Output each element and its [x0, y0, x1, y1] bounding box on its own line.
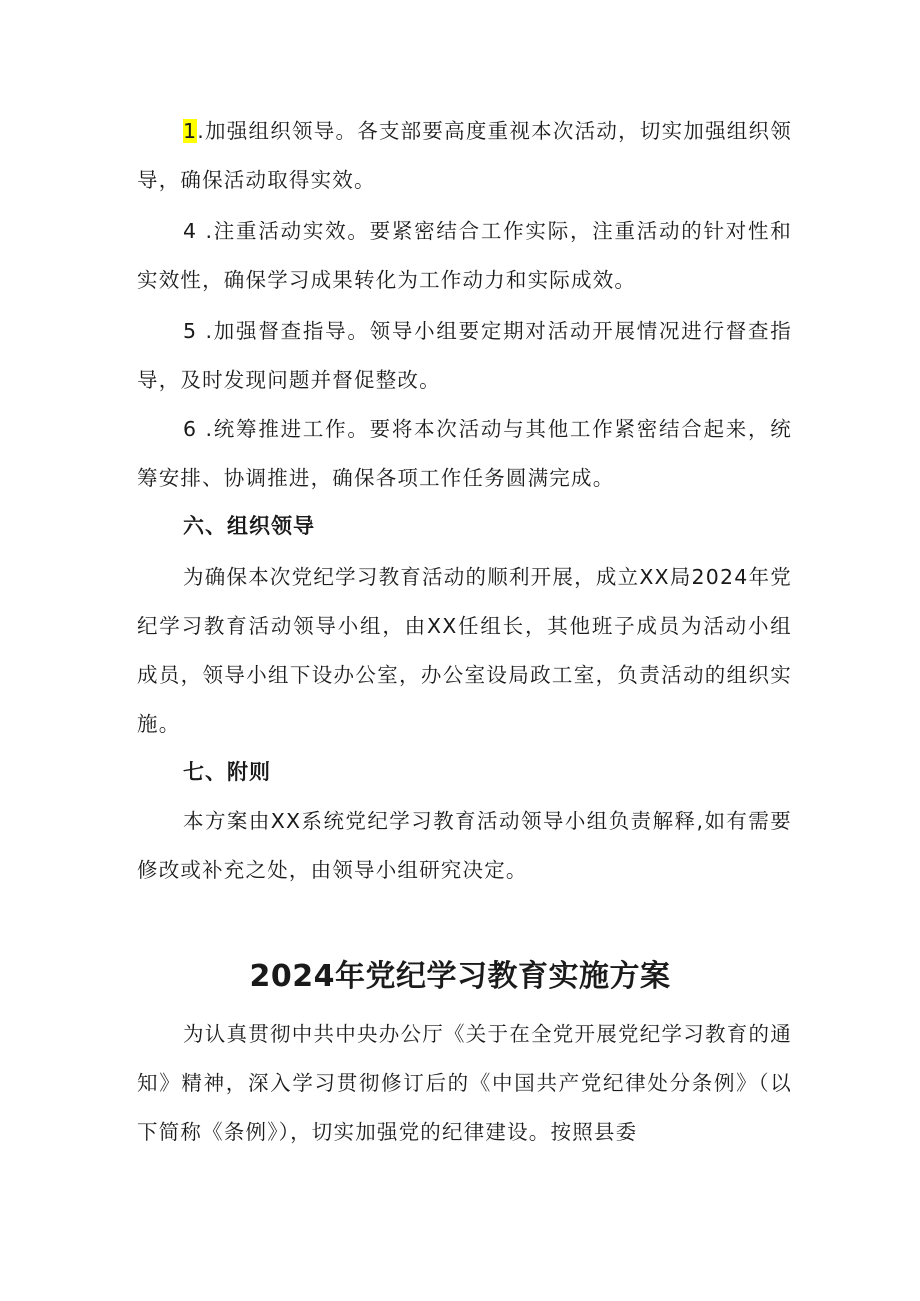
list-item [137, 207, 792, 305]
highlighted-number: 1 [183, 119, 198, 143]
item-number: 6 [183, 417, 198, 441]
section-body-appendix: 本方案由XX系统党纪学习教育活动领导小组负责解释,如有需要修改或补充之处，由领导小组研究决定。 [137, 809, 792, 882]
item-number: 4 [183, 219, 198, 243]
section-heading-organization: 六、组织领导 [183, 514, 315, 538]
intro-paragraph: 为认真贯彻中共中央办公厅《关于在全党开展党纪学习教育的通知》精神，深入学习贯彻修订后的《中国共产党纪律处分条例》（以下简称《条例》），切实加强党的纪律建设。按照县委 [137, 1022, 792, 1144]
item-text: .加强组织领导。各支部要高度重视本次活动，切实加强组织领导，确保活动取得实效。 [137, 119, 792, 192]
list-item [137, 307, 792, 405]
section-body-organization: 为确保本次党纪学习教育活动的顺利开展，成立XX局2024年党纪学习教育活动领导小组，由XX任组长，其他班子成员为活动小组成员，领导小组下设办公室，办公室设局政工室，负责活动的组织实施。 [137, 565, 792, 736]
item-text: .注重活动实效。要紧密结合工作实际，注重活动的针对性和实效性，确保学习成果转化为工作动力和实际成效。 [137, 219, 792, 292]
document-title: 2024年党纪学习教育实施方案 [249, 959, 671, 994]
section-heading-appendix: 七、附则 [183, 760, 271, 784]
item-text: .加强督查指导。领导小组要定期对活动开展情况进行督查指导，及时发现问题并督促整改。 [137, 319, 792, 392]
list-item [137, 405, 792, 503]
item-number: 5 [183, 319, 198, 343]
list-item [137, 107, 792, 205]
item-text: .统筹推进工作。要将本次活动与其他工作紧密结合起来，统筹安排、协调推进，确保各项工作任务圆满完成。 [137, 417, 792, 490]
